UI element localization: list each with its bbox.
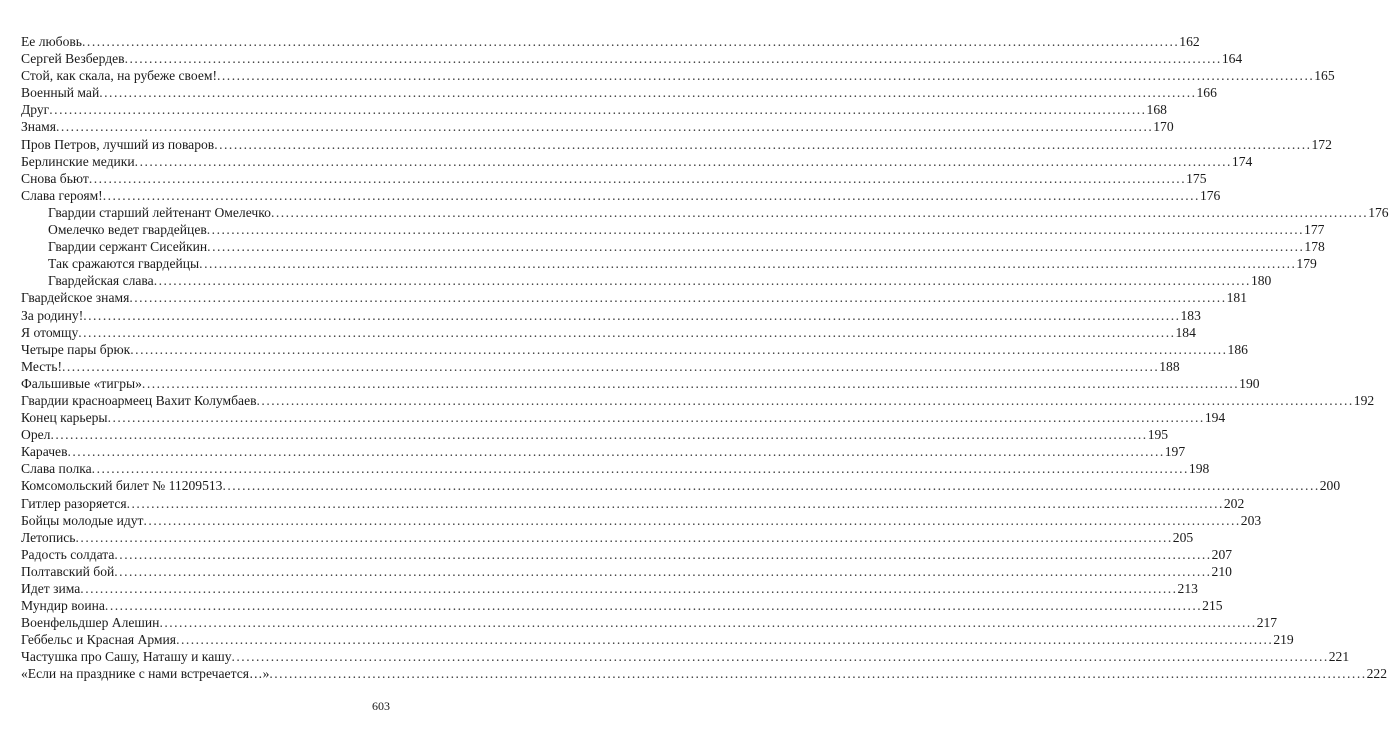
toc-entry-page: 162 [1179, 34, 1200, 49]
toc-entry-page: 215 [1202, 598, 1223, 614]
dot-leader [142, 375, 1239, 392]
toc-entry-page: 179 [1296, 256, 1317, 272]
dot-leader [159, 614, 1256, 631]
toc-entry-title: Друг [21, 102, 50, 118]
toc-subentry [21, 221, 1325, 238]
toc-entry-title: Берлинские медики [21, 153, 135, 169]
toc-entry-title: «Если на празднике с нами встречается…» [21, 666, 270, 682]
dot-leader [214, 136, 1311, 153]
toc-entry-title: Бойцы молодые идут [21, 512, 144, 528]
dot-leader [257, 392, 1354, 409]
toc-entry-page: 178 [1304, 239, 1325, 255]
toc-entry-title: Сергей Везбердев [21, 51, 125, 67]
toc-entry-title: Карачев [21, 444, 68, 460]
toc-entry-page: 177 [1304, 222, 1325, 238]
toc-entry-page: 195 [1147, 427, 1169, 443]
toc-entry-page: 183 [1180, 307, 1201, 323]
toc-entry-title: Слава полка [21, 461, 92, 477]
toc-entry-title: Частушка про Сашу, Наташу и кашу [21, 649, 232, 665]
toc-entry-page: 176 [1368, 204, 1389, 220]
dot-leader [114, 546, 1211, 563]
toc-entry-page: 174 [1231, 153, 1253, 169]
dot-leader [207, 221, 1304, 238]
toc-entry [21, 33, 1200, 50]
toc-entry [21, 460, 1210, 477]
dot-leader [99, 84, 1196, 101]
toc-entry-title: Гвардии сержант Сисейкин [48, 239, 208, 255]
toc-entry-title: Идет зима [21, 581, 81, 596]
dot-leader [144, 512, 1241, 529]
toc-entry-title: Гвардии красноармеец Вахит Колумбаев [21, 392, 257, 408]
toc-entry-page: 184 [1175, 324, 1196, 340]
toc-entry [21, 67, 1335, 84]
dot-leader [222, 477, 1319, 494]
toc-entry-page: 210 [1211, 563, 1232, 579]
dot-leader [56, 118, 1153, 135]
dot-leader [80, 580, 1177, 597]
dot-leader [83, 307, 1180, 324]
toc-entry [21, 392, 1375, 409]
toc-entry-title: Я отомщу [21, 324, 79, 340]
toc-entry-page: 188 [1159, 358, 1180, 374]
dot-leader [271, 204, 1368, 221]
dot-leader [105, 597, 1202, 614]
toc-entry-page: 197 [1164, 444, 1186, 460]
toc-entry [21, 426, 1169, 443]
toc-entry [21, 614, 1278, 631]
toc-entry-page: 180 [1250, 273, 1272, 289]
toc-entry-page: 172 [1311, 136, 1332, 152]
toc-entry-page: 190 [1239, 375, 1260, 391]
dot-leader [217, 67, 1314, 84]
toc-entry-page: 194 [1204, 410, 1226, 426]
toc-entry-title: Мундир воина [21, 598, 105, 614]
toc-subentry [21, 204, 1389, 221]
toc-entry [21, 84, 1217, 101]
dot-leader [207, 238, 1304, 255]
toc-entry [21, 443, 1186, 460]
toc-entry-title: Летопись [21, 529, 76, 545]
toc-entry-title: Снова бьют [21, 170, 89, 186]
toc-entry-title: Гвардейское знамя [21, 290, 130, 306]
toc-entry-title: Так сражаются гвардейцы [48, 256, 200, 272]
toc-entry [21, 289, 1247, 306]
toc-entry [21, 597, 1223, 614]
table-of-contents [21, 33, 1389, 683]
toc-entry [21, 101, 1167, 118]
toc-entry [21, 341, 1248, 358]
toc-entry-page: 219 [1273, 632, 1294, 648]
toc-entry-page: 217 [1256, 615, 1278, 631]
toc-entry-title: Стой, как скала, на рубеже своем! [21, 68, 217, 84]
toc-entry-title: Радость солдата [21, 546, 115, 562]
dot-leader [82, 33, 1179, 50]
toc-entry-page: 207 [1211, 546, 1233, 562]
toc-entry [21, 136, 1332, 153]
dot-leader [176, 631, 1273, 648]
dot-leader [125, 50, 1222, 67]
dot-leader [103, 187, 1200, 204]
toc-entry-page: 175 [1186, 170, 1207, 186]
dot-leader [232, 648, 1329, 665]
toc-subentry [21, 255, 1317, 272]
toc-entry-title: Военный май [21, 85, 100, 101]
toc-entry-page: 170 [1153, 119, 1174, 135]
toc-entry-page: 186 [1227, 341, 1248, 357]
toc-entry-page: 164 [1221, 51, 1243, 67]
dot-leader [76, 529, 1173, 546]
dot-leader [89, 170, 1186, 187]
toc-entry [21, 512, 1262, 529]
dot-leader [92, 460, 1189, 477]
dot-leader [130, 341, 1227, 358]
toc-entry [21, 477, 1341, 494]
toc-entry-page: 203 [1240, 512, 1262, 528]
toc-entry-page: 213 [1177, 581, 1198, 596]
toc-entry-title: Пров Петров, лучший из поваров [21, 136, 215, 152]
toc-entry [21, 118, 1174, 135]
toc-entry [21, 187, 1221, 204]
toc-entry [21, 580, 1198, 597]
toc-subentry [21, 272, 1272, 289]
toc-entry-page: 205 [1172, 529, 1194, 545]
toc-entry-title: Месть! [21, 358, 62, 374]
toc-entry [21, 307, 1201, 324]
toc-entry-page: 181 [1226, 290, 1247, 306]
dot-leader [68, 443, 1165, 460]
toc-entry [21, 546, 1233, 563]
toc-entry [21, 529, 1194, 546]
toc-entry-title: За родину! [21, 307, 84, 323]
toc-entry-page: 221 [1328, 649, 1350, 665]
toc-entry [21, 358, 1180, 375]
toc-entry-page: 198 [1188, 461, 1210, 477]
toc-entry-page: 192 [1353, 392, 1375, 408]
toc-entry-title: Полтавский бой [21, 563, 115, 579]
dot-leader [78, 324, 1175, 341]
dot-leader [49, 101, 1146, 118]
toc-entry-title: Омелечко ведет гвардейцев [48, 222, 207, 238]
toc-entry-page: 165 [1314, 68, 1335, 84]
toc-entry-title: Гитлер разоряется [21, 495, 127, 511]
toc-entry [21, 375, 1260, 392]
toc-subentry [21, 238, 1325, 255]
dot-leader [154, 272, 1251, 289]
dot-leader [129, 289, 1226, 306]
dot-leader [269, 665, 1366, 682]
page-number: 603 [372, 699, 390, 713]
toc-entry-title: Орел [21, 427, 51, 443]
dot-leader [50, 426, 1147, 443]
toc-entry-title: Слава героям! [21, 187, 103, 203]
dot-leader [114, 563, 1211, 580]
toc-entry [21, 665, 1388, 682]
toc-entry [21, 409, 1226, 426]
toc-entry-title: Ее любовь [21, 34, 83, 49]
dot-leader [199, 255, 1296, 272]
toc-entry-page: 176 [1199, 187, 1221, 203]
toc-entry-page: 168 [1146, 102, 1167, 118]
toc-entry-title: Гвардейская слава [48, 273, 154, 289]
dot-leader [127, 495, 1224, 512]
toc-entry-title: Военфельдшер Алешин [21, 615, 160, 631]
toc-entry-title: Комсомольский билет № 11209513 [21, 478, 223, 494]
toc-entry [21, 495, 1245, 512]
dot-leader [108, 409, 1205, 426]
toc-entry-page: 166 [1196, 85, 1217, 101]
toc-entry [21, 50, 1243, 67]
toc-entry [21, 631, 1294, 648]
toc-entry [21, 324, 1196, 341]
toc-entry [21, 170, 1207, 187]
toc-entry-title: Конец карьеры [21, 410, 108, 426]
toc-entry-title: Четыре пары брюк [21, 341, 131, 357]
dot-leader [135, 153, 1232, 170]
toc-entry-title: Гвардии старший лейтенант Омелечко [48, 204, 271, 220]
toc-entry [21, 153, 1253, 170]
toc-entry-title: Знамя [21, 119, 56, 135]
dot-leader [62, 358, 1159, 375]
toc-entry [21, 648, 1350, 665]
toc-entry [21, 563, 1232, 580]
toc-entry-title: Геббельс и Красная Армия [21, 632, 177, 648]
toc-entry-page: 202 [1223, 495, 1245, 511]
toc-entry-title: Фальшивые «тигры» [21, 375, 142, 391]
toc-entry-page: 222 [1366, 666, 1388, 682]
toc-entry-page: 200 [1319, 478, 1341, 494]
